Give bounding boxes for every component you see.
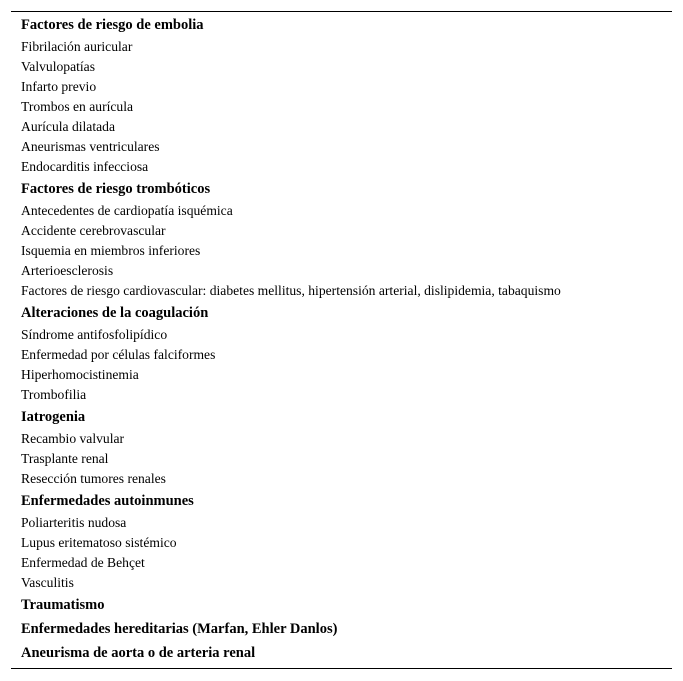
- list-item: Fibrilación auricular: [21, 39, 133, 54]
- list-item: Hiperhomocistinemia: [21, 367, 139, 382]
- list-item: Factores de riesgo cardiovascular: diabetes mellitus, hipertensión arterial, dislipidemia, tabaquismo: [21, 283, 561, 298]
- group-iatrogenia: [21, 405, 671, 489]
- list-item: Síndrome antifosfolipídico: [21, 327, 168, 342]
- list-item: Trasplante renal: [21, 451, 109, 466]
- group-hereditarias: [21, 617, 671, 641]
- list-item: Resección tumores renales: [21, 471, 166, 486]
- list-item: Isquemia en miembros inferiores: [21, 243, 201, 258]
- list-item: Trombofilia: [21, 387, 87, 402]
- group-heading: Iatrogenia: [21, 409, 86, 425]
- group-heading: Factores de riesgo de embolia: [21, 17, 204, 33]
- table-bottom-rule: [11, 668, 672, 669]
- group-heading: Traumatismo: [21, 597, 105, 613]
- group-aneurisma: [21, 641, 671, 665]
- list-item: Infarto previo: [21, 79, 97, 94]
- group-heading: Aneurisma de aorta o de arteria renal: [21, 645, 256, 661]
- group-heading: Factores de riesgo trombóticos: [21, 181, 211, 197]
- list-item: Valvulopatías: [21, 59, 95, 74]
- list-item: Aneurismas ventriculares: [21, 139, 160, 154]
- risk-factor-table: [21, 13, 671, 665]
- list-item: Recambio valvular: [21, 431, 125, 446]
- list-item: Poliarteritis nudosa: [21, 515, 127, 530]
- list-item: Accidente cerebrovascular: [21, 223, 166, 238]
- list-item: Trombos en aurícula: [21, 99, 134, 114]
- group-embolia: [21, 13, 671, 177]
- group-autoinmunes: [21, 489, 671, 593]
- list-item: Enfermedad por células falciformes: [21, 347, 216, 362]
- group-coagulacion: [21, 301, 671, 405]
- list-item: Lupus eritematoso sistémico: [21, 535, 177, 550]
- list-item: Arterioesclerosis: [21, 263, 114, 278]
- group-traumatismo: [21, 593, 671, 617]
- group-heading: Alteraciones de la coagulación: [21, 305, 209, 321]
- list-item: Endocarditis infecciosa: [21, 159, 149, 174]
- list-item: Antecedentes de cardiopatía isquémica: [21, 203, 233, 218]
- list-item: Aurícula dilatada: [21, 119, 115, 134]
- group-heading: Enfermedades hereditarias (Marfan, Ehler Danlos): [21, 621, 338, 637]
- group-tromboticos: [21, 177, 671, 301]
- group-heading: Enfermedades autoinmunes: [21, 493, 194, 509]
- table-top-rule: [11, 11, 672, 12]
- list-item: Enfermedad de Behçet: [21, 555, 145, 570]
- list-item: Vasculitis: [21, 575, 74, 590]
